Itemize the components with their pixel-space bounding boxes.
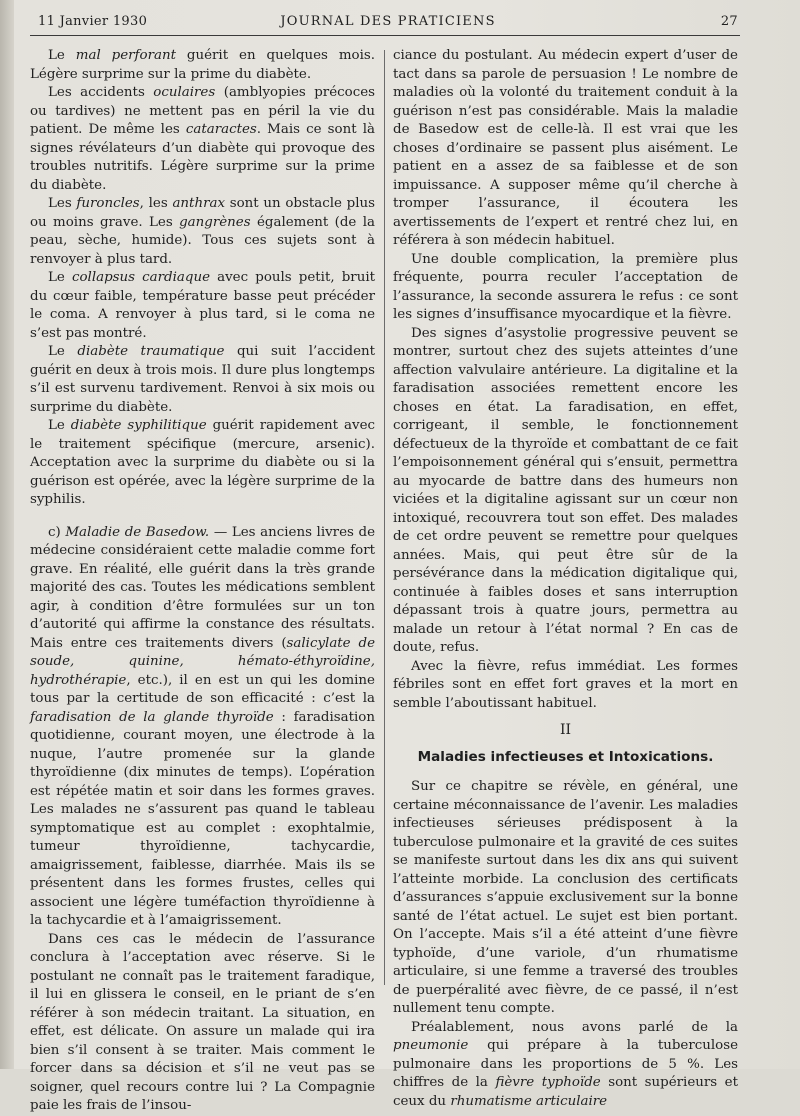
paragraph-assurance-conclusion: Dans ces cas le médecin de l’assurance conclura à l’acceptation avec réserve. Si le postulant ne connaît pas le traitement faradique, il lui en glissera le conseil, en le priant de s’en référer à son médecin traitant. La situation, en effet, est délicate. On assure un malade qui ira bien s’il consent à se traiter. Mais comment le forcer dans sa décision et s’il ne veut pas se soigner, quel recours contre lui ? La Compagnie paie les frais de l’insou- xyxy=(30,931,375,1113)
paragraph-collapsus: Le collapsus cardiaque avec pouls petit, bruit du cœur faible, température basse peut précéder le coma. A renvoyer à plus tard, si le coma ne s’est pas montré. xyxy=(30,270,375,341)
header-rule xyxy=(30,35,740,36)
paragraph-diabete-syphilitique: Le diabète syphilitique guérit rapidement avec le traitement spécifique (mercure, arsenic). Acceptation avec la surprime du diabète ou si la guérison est opérée, avec la légère surprime de la syphilis. xyxy=(30,418,375,507)
paragraph-double-complication: Une double complication, la première plus fréquente, pourra reculer l’acceptation de l’assurance, la seconde assurera le refus : ce sont les signes d’insuffisance myocardique et la fièvre. xyxy=(393,251,738,322)
paragraph-fievre: Avec la fièvre, refus immédiat. Les formes fébriles sont en effet fort graves et la mort en semble l’aboutissant habituel. xyxy=(393,658,738,711)
paragraph-asystolie: Des signes d’asystolie progressive peuvent se montrer, surtout chez des sujets atteintes d’une affection valvulaire antérieure. La digitaline et la faradisation associées remettent encore les choses en état. La faradisation, en effet, corrigeant, il semble, le fonctionnement défectueux de la thyroïde et combattant de ce fait l’empoisonnement général qui s’ensuit, permettra au myocarde de battre dans des humeurs non viciées et la digitaline agissant sur un cœur non intoxiqué, recouvrera tout son effet. Des malades de cet ordre peuvent se remettre pour quelques années. Mais, qui peut être sûr de la persévérance dans la médication digitalique qui, continuée à faibles doses et sans interruption dépassant trois à quatre jours, permettra au malade un retour à l’état normal ? En cas de doute, refus. xyxy=(393,325,738,655)
column-divider xyxy=(384,50,385,985)
left-column xyxy=(30,47,375,1116)
paragraph-maladies-infectieuses: Sur ce chapitre se révèle, en général, une certaine méconnaissance de l’avenir. Les maladies infectieuses sérieuses prédisposent à la tuberculose pulmonaire et la gravité de ces suites se manifeste surtout dans les dix ans qui suivent l’atteinte morbide. La conclusion des certificats d’assurances s’appuie exclusivement sur la bonne santé de l’état actuel. Le sujet est bien portant. On l’accepte. Mais s’il a été atteint d’une fièvre typhoïde, d’une variole, d’un rhumatisme articulaire, si une femme a traversé des troubles de puerpéralité avec fièvre, de ce passé, il n’est nullement tenu compte. xyxy=(393,779,738,1016)
paragraph-furoncles: Les furoncles, les anthrax sont un obstacle plus ou moins grave. Les gangrènes également (de la peau, sèche, humide). Tous ces sujets sont à renvoyer à plus tard. xyxy=(30,196,376,267)
paragraph-pneumonie: Préalablement, nous avons parlé de la pneumonie qui prépare à la tuberculose pulmonaire dans les proportions de 5 %. Les chiffres de la fièvre typhoïde sont supérieurs et ceux du rhumatisme articulaire xyxy=(393,1019,738,1109)
section-title: Maladies infectieuses et Intoxications. xyxy=(417,748,714,765)
right-column xyxy=(393,47,738,1111)
paragraph-insouciance: ciance du postulant. Au médecin expert d’user de tact dans sa parole de persuasion ! Le nombre de maladies où la volonté du traitement conduit à la guérison n’est pas considérable. Mais la maladie de Basedow est de celle-là. Il est vrai que les choses d’ordinaire se passent plus aisément. Le patient en a assez de sa faiblesse et de son impuissance. A supposer même qu’il cherche à tromper l’assurance, il écoutera les avertissements de l’expert et rentré chez lui, en référera à son médecin habituel. xyxy=(393,48,738,248)
header-page-number: 27 xyxy=(720,14,738,29)
page-binding-edge xyxy=(0,0,14,1069)
paragraph-mal-perforant: Le mal perforant guérit en quelques mois. Légère surprime sur la prime du diabète. xyxy=(30,48,376,82)
paragraph-accidents-oculaires: Les accidents oculaires (amblyopies précoces ou tardives) ne mettent pas en péril la vie du patient. De même les cataractes. Mais ce sont là signes révélateurs d’un diabète qui provoque des troubles nutritifs. Légère surprime sur la prime du diabète. xyxy=(30,85,376,193)
header-journal-title: JOURNAL DES PRATICIENS xyxy=(280,14,496,29)
section-number: II xyxy=(559,722,572,738)
header-date: 11 Janvier 1930 xyxy=(38,14,148,29)
paragraph-basedow: c) Maladie de Basedow. — Les anciens livres de médecine considéraient cette maladie comme fort grave. En réalité, elle guérit dans la très grande majorité des cas. Toutes les médications semblent agir, à condition d’être formulées sur un ton d’autorité qui affirme la constance des résultats. Mais entre ces traitements divers (salicylate de soude, quinine, hémato-éthyroïdine, hydrothérapie, etc.), il en est un qui les domine tous par la certitude de son efficacité : c’est la faradisation de la glande thyroïde : faradisation quotidienne, courant moyen, une électrode à la nuque, l’autre promenée sur la glande thyroïdienne (dix minutes de temps). L’opération est répétée matin et soir dans les formes graves. Les malades ne s’assurent pas quand le tableau symptomatique est au complet : exophtalmie, tumeur thyroïdienne, tachycardie, amaigrissement, faiblesse, diarrhée. Mais ils se présentent dans les formes frustes, celles qui associent une légère tuméfaction thyroïdienne à la tachycardie et à l’amaigrissement. xyxy=(30,524,375,928)
paragraph-diabete-traumatique: Le diabète traumatique qui suit l’accident guérit en deux à trois mois. Il dure plus longtemps s’il est survenu tardivement. Renvoi à six mois ou surprime du diabète. xyxy=(30,344,375,415)
running-header xyxy=(38,10,738,36)
